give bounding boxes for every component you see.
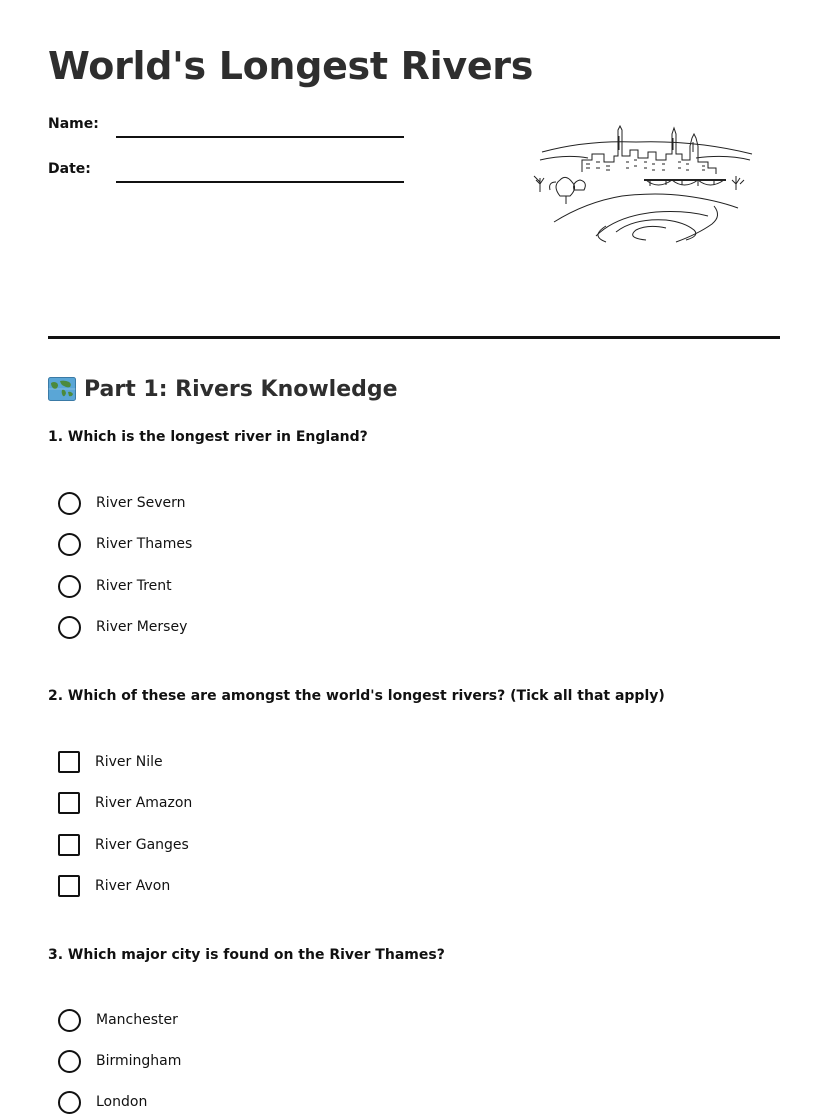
radio-button[interactable] bbox=[58, 492, 81, 515]
date-field[interactable] bbox=[48, 161, 408, 185]
city-river-illustration bbox=[526, 124, 754, 248]
option-label: Birmingham bbox=[96, 1053, 182, 1069]
option-label: River Amazon bbox=[95, 795, 193, 811]
q3-option-3[interactable] bbox=[58, 1090, 147, 1114]
q1-option-2[interactable] bbox=[58, 532, 192, 556]
world-map-icon bbox=[48, 377, 76, 401]
name-field[interactable] bbox=[48, 116, 408, 140]
option-label: River Ganges bbox=[95, 837, 189, 853]
q2-option-2[interactable] bbox=[58, 791, 192, 815]
question-1: 1. Which is the longest river in England? bbox=[48, 429, 368, 445]
option-label: River Avon bbox=[95, 878, 171, 894]
radio-button[interactable] bbox=[58, 1091, 81, 1114]
page-title: World's Longest Rivers bbox=[48, 44, 534, 88]
date-input-line[interactable] bbox=[116, 181, 404, 183]
radio-button[interactable] bbox=[58, 1050, 81, 1073]
q1-option-4[interactable] bbox=[58, 615, 187, 639]
name-label: Name: bbox=[48, 116, 99, 132]
radio-button[interactable] bbox=[58, 533, 81, 556]
section-heading bbox=[48, 374, 398, 404]
radio-button[interactable] bbox=[58, 616, 81, 639]
option-label: River Mersey bbox=[96, 619, 188, 635]
q2-option-4[interactable] bbox=[58, 874, 170, 898]
q3-option-1[interactable] bbox=[58, 1008, 178, 1032]
option-label: River Trent bbox=[96, 578, 172, 594]
date-label: Date: bbox=[48, 161, 91, 177]
checkbox[interactable] bbox=[58, 751, 80, 773]
option-label: Manchester bbox=[96, 1012, 178, 1028]
option-label: River Nile bbox=[95, 754, 163, 770]
option-label: London bbox=[96, 1094, 148, 1110]
q2-option-1[interactable] bbox=[58, 750, 163, 774]
checkbox[interactable] bbox=[58, 792, 80, 814]
option-label: River Thames bbox=[96, 536, 193, 552]
q2-option-3[interactable] bbox=[58, 833, 189, 857]
option-label: River Severn bbox=[96, 495, 186, 511]
radio-button[interactable] bbox=[58, 1009, 81, 1032]
q1-option-1[interactable] bbox=[58, 491, 186, 515]
question-3: 3. Which major city is found on the River Thames? bbox=[48, 947, 445, 963]
name-input-line[interactable] bbox=[116, 136, 404, 138]
section-title: Part 1: Rivers Knowledge bbox=[84, 376, 398, 402]
q1-option-3[interactable] bbox=[58, 574, 172, 598]
question-2: 2. Which of these are amongst the world's longest rivers? (Tick all that apply) bbox=[48, 688, 665, 704]
section-divider bbox=[48, 336, 780, 339]
checkbox[interactable] bbox=[58, 834, 80, 856]
radio-button[interactable] bbox=[58, 575, 81, 598]
checkbox[interactable] bbox=[58, 875, 80, 897]
q3-option-2[interactable] bbox=[58, 1049, 181, 1073]
